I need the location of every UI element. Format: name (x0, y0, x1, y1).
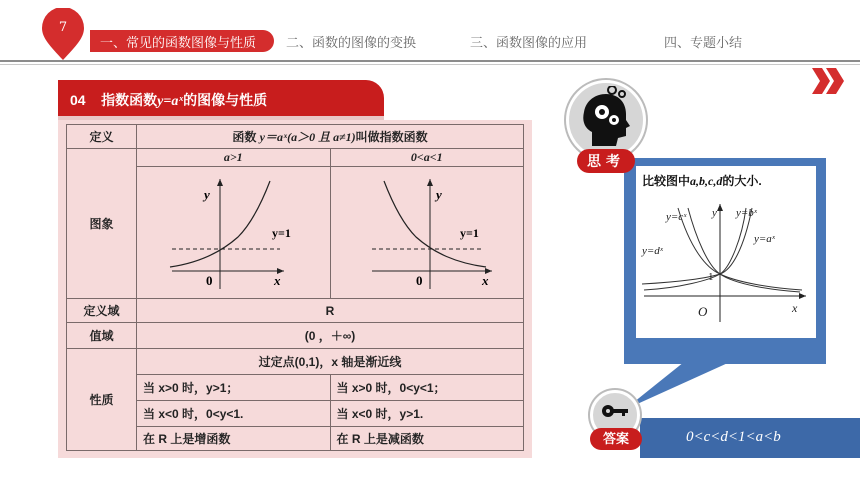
curve-label-d: y=dˣ (642, 245, 663, 257)
prop-a1: 当 x>0 时，y>1； (137, 375, 331, 401)
graph-increasing-cell (137, 167, 331, 299)
nav-tab-4[interactable]: 四、专题小结 (664, 35, 743, 50)
section-number: 04 (70, 92, 86, 108)
decreasing-exp-graph (332, 167, 522, 295)
domain-label: 定义域 (67, 299, 137, 323)
nav-tab-1[interactable]: 一、常见的函数图像与性质 (100, 35, 257, 50)
double-chevron-icon[interactable] (810, 66, 846, 96)
property-table-panel (58, 120, 532, 458)
header-rule (0, 60, 860, 62)
curve-label-b: y=bˣ (736, 207, 757, 219)
prop-label: 性质 (67, 349, 137, 451)
graph2-zero: 0 (415, 273, 423, 288)
graph2-line-label: y=1 (459, 226, 479, 240)
axis-y-label: y (712, 207, 717, 219)
graph-label: 图象 (67, 149, 137, 299)
prop-b1: 当 x>0 时，0<y<1； (330, 375, 524, 401)
question-post: 的大小. (722, 174, 762, 188)
axis-x-label: x (792, 301, 798, 315)
graph2-x-label: x (481, 273, 489, 288)
def-cell (137, 125, 524, 149)
panel-pointer (624, 362, 734, 412)
property-table (66, 124, 524, 451)
nav-tab-2[interactable]: 二、函数的图像的变换 (286, 35, 417, 50)
page-number: 7 (58, 20, 68, 35)
origin-label: O (698, 304, 708, 319)
header-rule-thin (0, 64, 860, 65)
four-curves-graph (640, 198, 812, 326)
section-title-pre: 指数函数 (101, 92, 158, 108)
domain-value: R (137, 299, 524, 323)
def-label: 定义 (67, 125, 137, 149)
graph1-x-label: x (274, 273, 281, 288)
question-text (642, 172, 762, 189)
case-a-header: a>1 (137, 149, 331, 167)
key-icon (600, 398, 630, 424)
head-gears-icon (578, 86, 636, 148)
question-pre: 比较图中 (642, 174, 691, 188)
answer-bar (640, 418, 860, 458)
answer-label: 答案 (590, 428, 642, 450)
graph1-line-label: y=1 (272, 226, 292, 240)
case-b-header: 0<a<1 (330, 149, 524, 167)
nav-tab-3[interactable]: 三、函数图像的应用 (470, 35, 588, 50)
one-label: 1 (708, 271, 714, 283)
graph1-zero: 0 (206, 273, 213, 288)
def-formula: y＝aˣ(a＞0 且 a≠1) (259, 130, 356, 144)
answer-value: 0<c<d<1<a<b (686, 429, 781, 445)
prop-b3: 在 R 上是减函数 (330, 427, 524, 451)
range-label: 值域 (67, 323, 137, 349)
question-vars: a,b,c,d (690, 174, 723, 188)
section-title-post: 的图像与性质 (183, 92, 268, 108)
range-value: (0 ，＋∞) (137, 323, 524, 349)
think-label: 思考 (577, 149, 635, 173)
section-title (58, 80, 384, 116)
def-text-post: 叫做指数函数 (355, 130, 428, 144)
graph2-y-label: y (435, 187, 442, 202)
prop-a3: 在 R 上是增函数 (137, 427, 331, 451)
prop-common: 过定点(0,1)，x 轴是渐近线 (137, 349, 524, 375)
graph-decreasing-cell (330, 167, 524, 299)
prop-b2: 当 x<0 时，y>1. (330, 401, 524, 427)
graph1-y-label: y (204, 187, 211, 202)
prop-a2: 当 x<0 时，0<y<1. (137, 401, 331, 427)
curve-label-a: y=aˣ (754, 233, 775, 245)
curve-label-c: y=cˣ (666, 211, 687, 223)
def-text-pre: 函数 (232, 130, 260, 144)
increasing-exp-graph (138, 167, 328, 295)
section-title-formula: y=aˣ (157, 94, 184, 109)
